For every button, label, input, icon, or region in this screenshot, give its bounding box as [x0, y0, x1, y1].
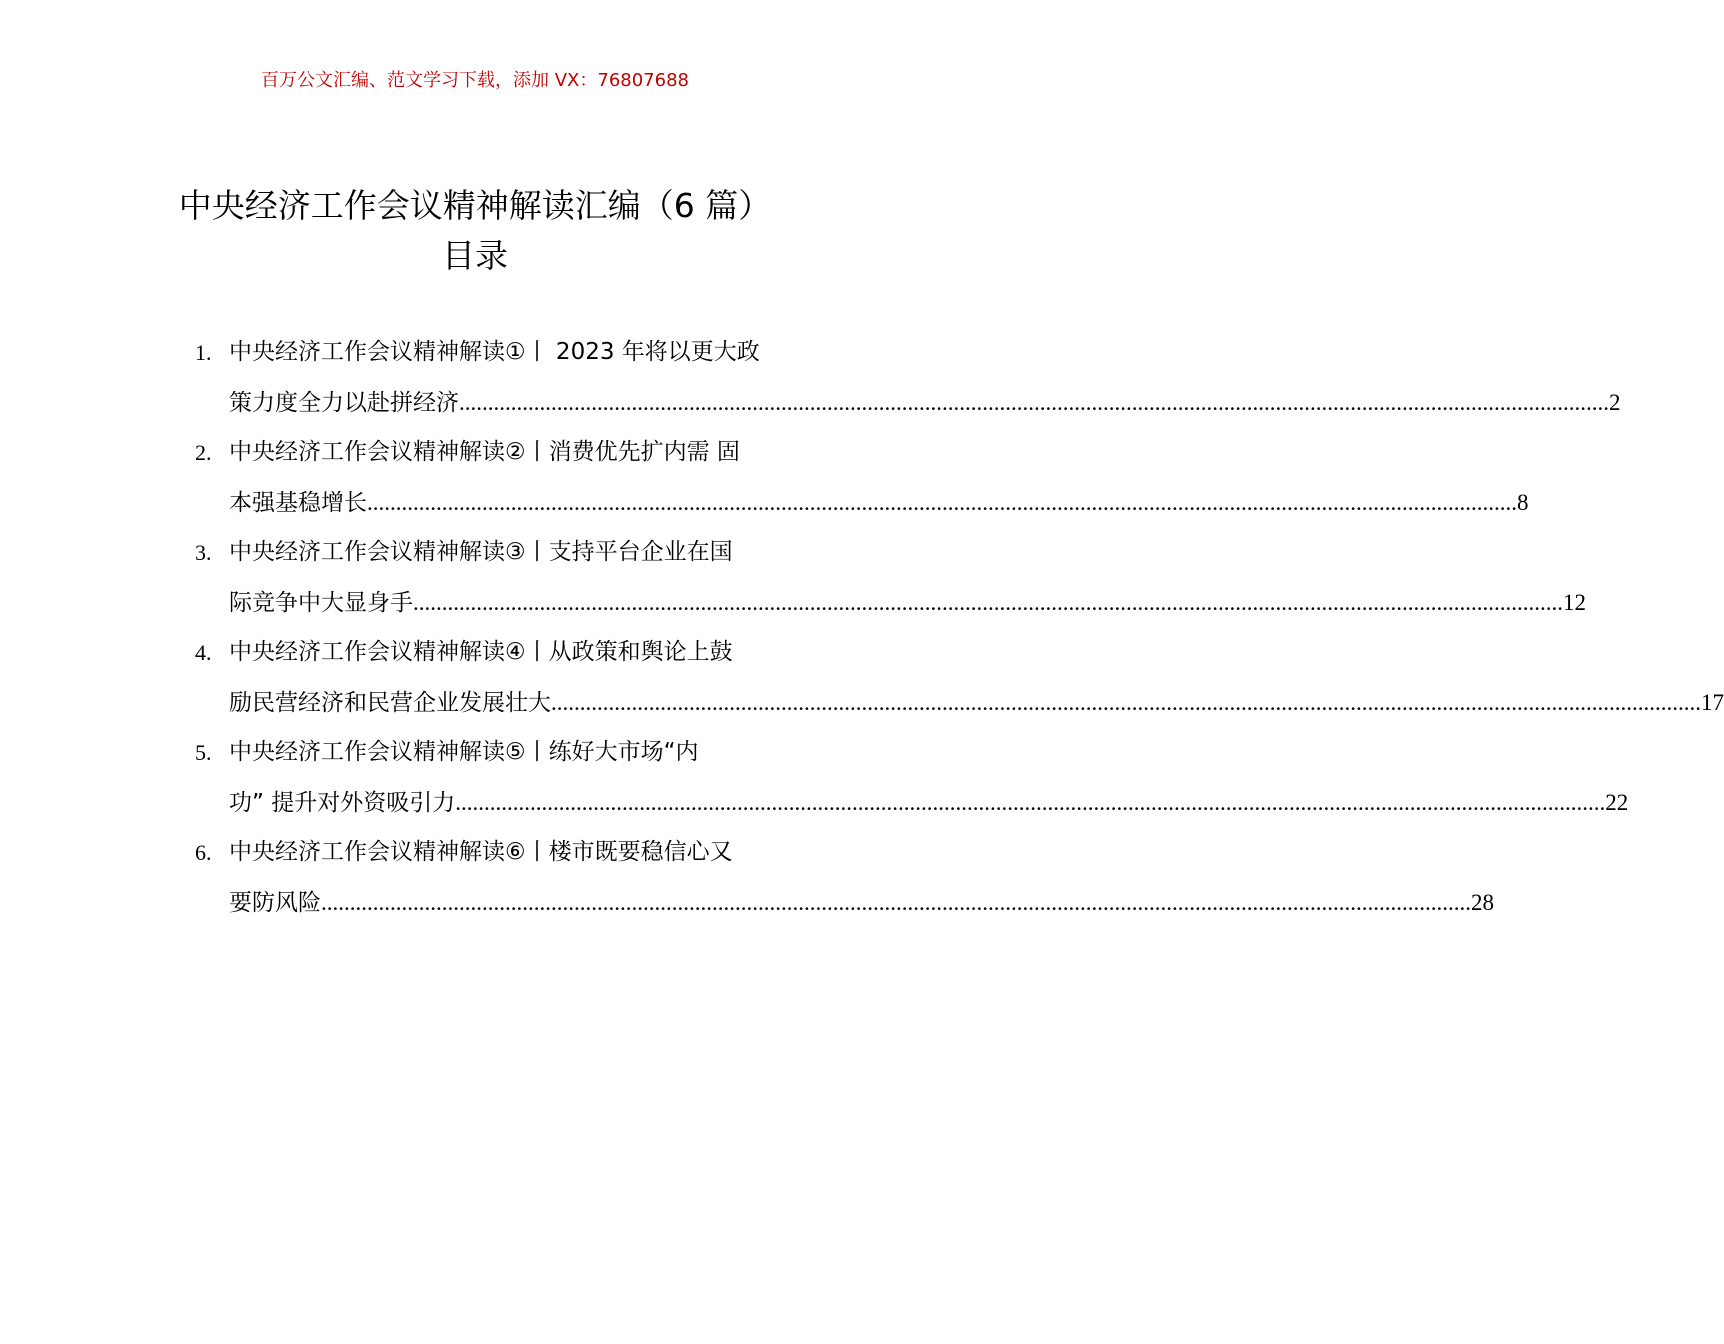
toc-item-4[interactable]	[195, 628, 1724, 728]
toc-item-title: 中央经济工作会议精神解读①丨 2023 年将以更大政	[229, 339, 760, 365]
toc-item-title: 中央经济工作会议精神解读③丨支持平台企业在国	[229, 539, 733, 565]
table-of-contents	[195, 328, 1724, 928]
title-line-2: 目录	[442, 236, 508, 275]
toc-dot-leader: ........................................................................................................................................................................................................	[459, 389, 1609, 415]
title-line-1: 中央经济工作会议精神解读汇编（6 篇）	[178, 186, 772, 225]
toc-item-number: 3.	[195, 540, 212, 565]
toc-item-number: 5.	[195, 740, 212, 765]
toc-item-title: 中央经济工作会议精神解读⑤丨练好大市场“内	[229, 739, 699, 765]
toc-page-number: 2	[1609, 389, 1621, 415]
toc-item-3[interactable]	[195, 528, 1586, 628]
toc-dot-leader: ........................................................................................................................................................................................................	[321, 889, 1471, 915]
toc-dot-leader: ........................................................................................................................................................................................................	[551, 689, 1701, 715]
toc-item-number: 4.	[195, 640, 212, 665]
toc-item-1[interactable]	[195, 328, 1621, 428]
toc-item-5[interactable]	[195, 728, 1629, 828]
toc-page-number: 22	[1605, 789, 1629, 815]
toc-item-title-continued: 励民营经济和民营企业发展壮大	[229, 689, 551, 716]
toc-page-number: 12	[1563, 589, 1586, 615]
toc-page-number: 28	[1471, 889, 1494, 915]
toc-page-number: 8	[1517, 489, 1529, 515]
toc-item-number: 6.	[195, 840, 212, 865]
toc-item-number: 2.	[195, 440, 212, 465]
header-note: 百万公文汇编、范文学习下载，添加 VX：76807688	[261, 70, 689, 91]
toc-item-title: 中央经济工作会议精神解读④丨从政策和舆论上鼓	[229, 639, 733, 665]
toc-item-6[interactable]	[195, 828, 1494, 928]
toc-item-title-continued: 际竞争中大显身手	[229, 589, 413, 616]
toc-page-number: 17	[1701, 689, 1724, 715]
toc-item-title-continued: 策力度全力以赴拼经济	[229, 389, 459, 416]
document-title	[0, 181, 950, 281]
toc-item-2[interactable]	[195, 428, 1529, 528]
toc-dot-leader: ........................................................................................................................................................................................................	[413, 589, 1563, 615]
toc-item-title-continued: 本强基稳增长	[229, 489, 367, 516]
toc-item-number: 1.	[195, 340, 212, 365]
toc-dot-leader: ........................................................................................................................................................................................................	[455, 789, 1606, 815]
toc-item-title-continued: 要防风险	[229, 889, 321, 916]
toc-item-title: 中央经济工作会议精神解读⑥丨楼市既要稳信心又	[229, 839, 733, 865]
toc-dot-leader: ........................................................................................................................................................................................................	[367, 489, 1517, 515]
toc-item-title: 中央经济工作会议精神解读②丨消费优先扩内需 固	[229, 439, 740, 465]
toc-item-title-continued: 功” 提升对外资吸引力	[229, 789, 456, 816]
